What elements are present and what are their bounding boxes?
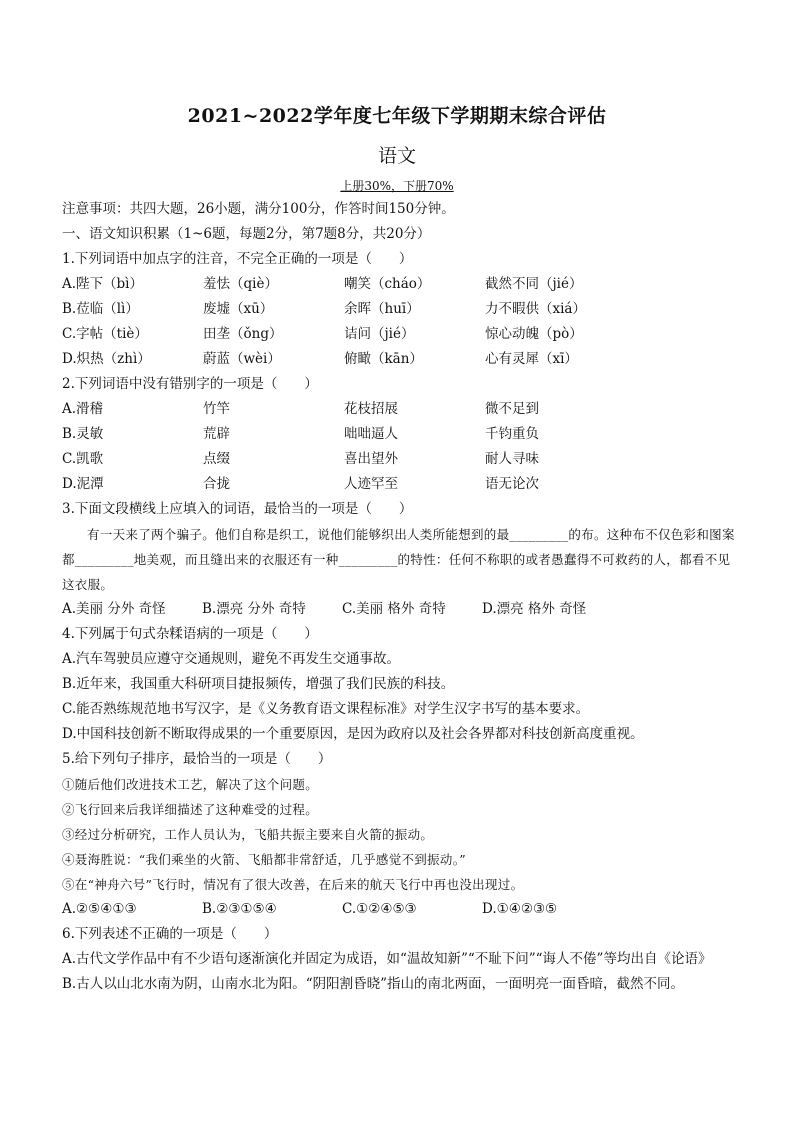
q1-cell: 田垄（ǒng） [203, 326, 283, 342]
q2-cell: 咄咄逼人 [344, 426, 398, 442]
q5-option: A.②⑤④①③ [62, 901, 137, 917]
q2-option-row [62, 422, 742, 447]
question-6-stem: 6.下列表述不正确的一项是（ ） [62, 926, 278, 942]
q1-cell: 羞怯（qiè） [203, 276, 278, 292]
q1-option-row [62, 272, 742, 297]
q2-cell: 人迹罕至 [344, 476, 398, 492]
exam-body [62, 197, 742, 997]
q5-options [62, 897, 742, 922]
question-2-stem: 2.下列词语中没有错别字的一项是（ ） [62, 376, 318, 392]
q2-cell: 花枝招展 [344, 401, 398, 417]
q1-cell: 诘问（jié） [344, 326, 415, 342]
q1-cell: A.陛下（bì） [62, 276, 143, 292]
q4-option: D.中国科技创新不断取得成果的一个重要原因，是因为政府以及社会各界都对科技创新高度重视。 [62, 726, 644, 742]
q1-cell: C.字帖（tiè） [62, 326, 148, 342]
q2-cell: 语无论次 [485, 476, 539, 492]
q1-option-row [62, 297, 742, 322]
q2-cell: B.灵敏 [62, 426, 104, 442]
q3-option: B.漂亮 分外 奇特 [202, 601, 306, 617]
q2-cell: 喜出望外 [344, 451, 398, 467]
q5-sentence: ①随后他们改进技术工艺，解决了这个问题。 [62, 777, 319, 792]
q5-sentence: ⑤在“神舟六号”飞行时，情况有了很大改善，在后来的航天飞行中再也没出现过。 [62, 877, 524, 892]
q6-option-a: A.古代文学作品中有不少语句逐渐演化并固定为成语，如“温故知新”“不耻下问”“诲人不倦”等均出自《论语》 [62, 951, 712, 967]
q5-sentence: ③经过分析研究，工作人员认为，飞船共振主要来自火箭的振动。 [62, 827, 434, 842]
q2-cell: 耐人寻味 [485, 451, 539, 467]
q1-cell: 力不暇供（xiá） [485, 301, 586, 317]
q5-option: D.①④②③⑤ [482, 901, 558, 917]
q1-cell: 嘲笑（cháo） [344, 276, 431, 292]
q2-option-row [62, 397, 742, 422]
exam-scope [0, 177, 794, 194]
q1-cell: B.莅临（lì） [62, 301, 139, 317]
q1-cell: 心有灵犀（xī） [485, 351, 578, 367]
notice: 注意事项：共四大题，26小题，满分100分，作答时间150分钟。 [62, 201, 455, 217]
q3-option: A.美丽 分外 奇怪 [62, 601, 166, 617]
q1-cell: 惊心动魄（pò） [485, 326, 583, 342]
question-4-stem: 4.下列属于句式杂糅语病的一项是（ ） [62, 626, 318, 642]
exam-title: 2021~2022学年度七年级下学期期末综合评估 [187, 105, 607, 127]
q1-cell: D.炽热（zhì） [62, 351, 151, 367]
q5-option: B.②③①⑤④ [202, 901, 277, 917]
q1-cell: 截然不同（jié） [485, 276, 583, 292]
q2-cell: 荒辟 [203, 426, 230, 442]
q5-sentence: ④聂海胜说：“我们乘坐的火箭、飞船都非常舒适，几乎感觉不到振动。” [62, 852, 466, 867]
q4-option: C.能否熟练规范地书写汉字，是《义务教育语文课程标准》对学生汉字书写的基本要求。 [62, 701, 590, 717]
subject-title: 语文 [377, 145, 416, 167]
q1-cell: 俯瞰（kān） [344, 351, 423, 367]
q3-option: D.漂亮 格外 奇怪 [482, 601, 587, 617]
section-heading: 一、语文知识积累（1~6题，每题2分，第7题8分，共20分） [62, 226, 431, 242]
q2-cell: D.泥潭 [62, 476, 104, 492]
q1-cell: 蔚蓝（wèi） [203, 351, 281, 367]
q2-cell: 微不足到 [485, 401, 539, 417]
q2-option-row [62, 447, 742, 472]
q1-option-row [62, 322, 742, 347]
q2-cell: 合拢 [203, 476, 230, 492]
question-1-stem: 1.下列词语中加点字的注音，不完全正确的一项是（ ） [62, 251, 413, 267]
q2-cell: 点缀 [203, 451, 230, 467]
q5-option: C.①②④⑤③ [342, 901, 417, 917]
q4-option: A.汽车驾驶员应遵守交通规则，避免不再发生交通事故。 [62, 651, 401, 667]
q2-option-row [62, 472, 742, 497]
question-3-stem: 3.下面文段横线上应填入的词语，最恰当的一项是（ ） [62, 501, 413, 517]
q2-cell: A.滑稽 [62, 401, 104, 417]
question-5-stem: 5.给下列句子排序，最恰当的一项是（ ） [62, 751, 332, 767]
q2-cell: 竹竿 [203, 401, 230, 417]
q4-option: B.近年来，我国重大科研项目捷报频传，增强了我们民族的科技。 [62, 676, 455, 692]
q2-cell: C.凯歌 [62, 451, 104, 467]
q3-option: C.美丽 格外 奇特 [342, 601, 446, 617]
q5-sentence: ②飞行回来后我详细描述了这种难受的过程。 [62, 802, 319, 817]
q2-cell: 千钧重负 [485, 426, 539, 442]
scope-text: 上册30%，下册70% [340, 179, 454, 193]
q3-options [62, 597, 742, 622]
q3-passage: 有一天来了两个骗子。他们自称是织工，说他们能够织出人类所能想到的最_________的布。这种布不仅色彩和图案都_________地美观，而且缝出来的衣服还有一种_________的特性：任何不称职的或者愚蠢得不可救药的人，都看不见这衣服。 [62, 527, 735, 592]
q1-cell: 余晖（huī） [344, 301, 420, 317]
q1-option-row [62, 347, 742, 372]
q6-option-b: B.古人以山北水南为阴，山南水北为阳。“阴阳割昏晓”指山的南北两面，一面明亮一面昏暗，截然不同。 [62, 976, 685, 992]
q1-cell: 废墟（xū） [203, 301, 274, 317]
